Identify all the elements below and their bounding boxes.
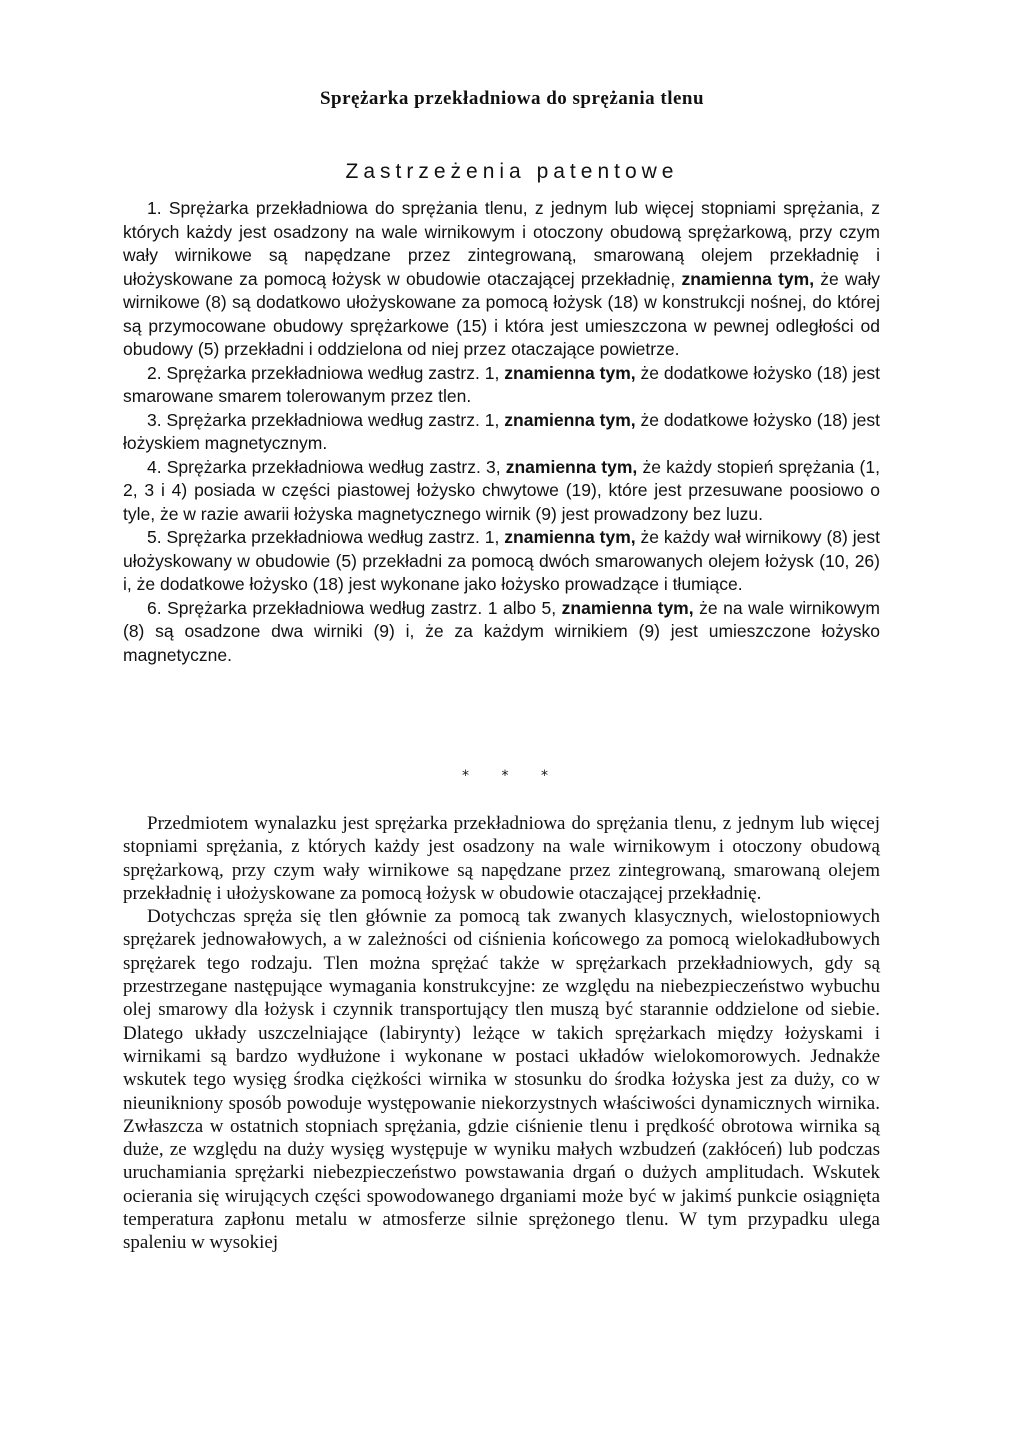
claim-text: że na wale wirnikowym (8) są osadzone dwa wirniki (9) i, że za każdym wirnikiem (9) jest umieszczone łożysko magnetyczne.: [123, 597, 880, 665]
section-separator: * * *: [462, 768, 562, 784]
claim-text: 2. Sprężarka przekładniowa według zastrz. 1,: [147, 362, 500, 383]
claim-text: że każdy wał wirnikowy (8) jest ułożyskowany w obudowie (5) przekładni za pomocą dwóch smarowanych olejem łożysk (10, 26) i, że dodatkowe łożysko (18) jest wykonane jako łożysko prowadzące i tłumiące.: [123, 527, 880, 594]
claims-heading: Zastrzeżenia patentowe: [345, 160, 679, 183]
claim-text: 4. Sprężarka przekładniowa według zastrz. 3,: [147, 456, 501, 477]
claim-item: [123, 526, 880, 597]
claim-keyword: znamienna tym,: [504, 409, 636, 430]
claim-text: 3. Sprężarka przekładniowa według zastrz. 1,: [147, 409, 500, 430]
description-paragraph: Przedmiotem wynalazku jest sprężarka przekładniowa do sprężania tlenu, z jednym lub więcej stopniami sprężania, z których każdy jest osadzony na wale wirnikowym i otoczony obudową sprężarkową, przy czym wały wirnikowe są napędzane przez zintegrowaną, smarowaną olejem przekładnię i ułożyskowane za pomocą łożysk w obudowie otaczającej przekładnię.: [123, 813, 880, 904]
claim-text: 1. Sprężarka przekładniowa do sprężania tlenu, z jednym lub więcej stopniami sprężania, z których każdy jest osadzony na wale wirnikowym i otoczony obudową sprężarkową, przy czym wały wirnikowe są napędzane przez zintegrowaną, smarowaną olejem przekładnię i ułożyskowane za pomocą łożysk w obudowie otaczającej przekładnię,: [123, 198, 880, 289]
claim-item: [123, 409, 880, 456]
claim-text: 6. Sprężarka przekładniowa według zastrz. 1 albo 5,: [147, 597, 557, 618]
claim-item: [123, 456, 880, 527]
claim-item: [123, 362, 880, 409]
claim-item: [123, 197, 880, 362]
description-paragraph: Dotychczas spręża się tlen głównie za pomocą tak zwanych klasycznych, wielostopniowych sprężarek jednowałowych, a w zależności od ciśnienia końcowego za pomocą wielokadłubowych sprężarek tego rodzaju. Tlen można sprężać także w sprężarkach przekładniowych, gdy są przestrzegane następujące wymagania konstrukcyjne: ze względu na niebezpieczeństwo wybuchu olej smarowy dla łożysk i czynnik transportujący tlen muszą być starannie oddzielone od siebie. Dlatego układy uszczelniające (labirynty) leżące w takich sprężarkach między łożyskami i wirnikami są bardzo wydłużone i wykonane w postaci układów wielokomorowych. Jednakże wskutek tego wysięg środka ciężkości wirnika w stosunku do środka łożyska jest za duży, co w nieunikniony sposób powoduje występowanie niekorzystnych właściwości dynamicznych wirnika. Zwłaszcza w ostatnich stopniach sprężania, gdzie ciśnienie tlenu i prędkość obrotowa wirnika są duże, ze względu na duży wysięg występuje w wyniku małych wzbudzeń (zakłóceń) lub podczas uruchamiania sprężarki niebezpieczeństwo powstawania drgań o dużych amplitudach. Wskutek ocierania się wirujących części spowodowanego drganiami może być w jakimś punkcie osiągnięta temperatura zapłonu metalu w atmosferze silnie sprężonego tlenu. W tym przypadku ulega spaleniu w wysokiej: [123, 906, 880, 1254]
description-body: [123, 812, 880, 1255]
claim-text: 5. Sprężarka przekładniowa według zastrz. 1,: [147, 527, 500, 547]
claim-keyword: znamienna tym,: [504, 527, 636, 547]
claims-list: [123, 197, 880, 667]
claim-keyword: znamienna tym,: [561, 597, 694, 618]
claim-keyword: znamienna tym,: [505, 456, 638, 477]
claim-text: że dodatkowe łożysko (18) jest smarowane smarem tolerowanym przez tlen.: [123, 362, 880, 406]
claim-text: że dodatkowe łożysko (18) jest łożyskiem magnetycznym.: [123, 409, 880, 453]
claim-keyword: znamienna tym,: [504, 362, 636, 383]
claim-item: [123, 597, 880, 668]
claim-keyword: znamienna tym,: [681, 268, 815, 289]
claim-text: że wały wirnikowe (8) są dodatkowo ułożyskowane za pomocą łożysk (18) w konstrukcji nośnej, do której są przymocowane obudowy sprężarkowe (15) i która jest umieszczona w pewnej odległości od obudowy (5) przekładni i oddzielona od niej przez otaczające powietrze.: [123, 268, 880, 359]
claim-text: że każdy stopień sprężania (1, 2, 3 i 4) posiada w części piastowej łożysko chwytowe (19), które jest przesuwane poosiowo o tyle, że w razie awarii łożyska magnetycznego wirnik (9) jest prowadzony bez luzu.: [123, 456, 880, 524]
document-title: Sprężarka przekładniowa do sprężania tlenu: [319, 88, 705, 109]
